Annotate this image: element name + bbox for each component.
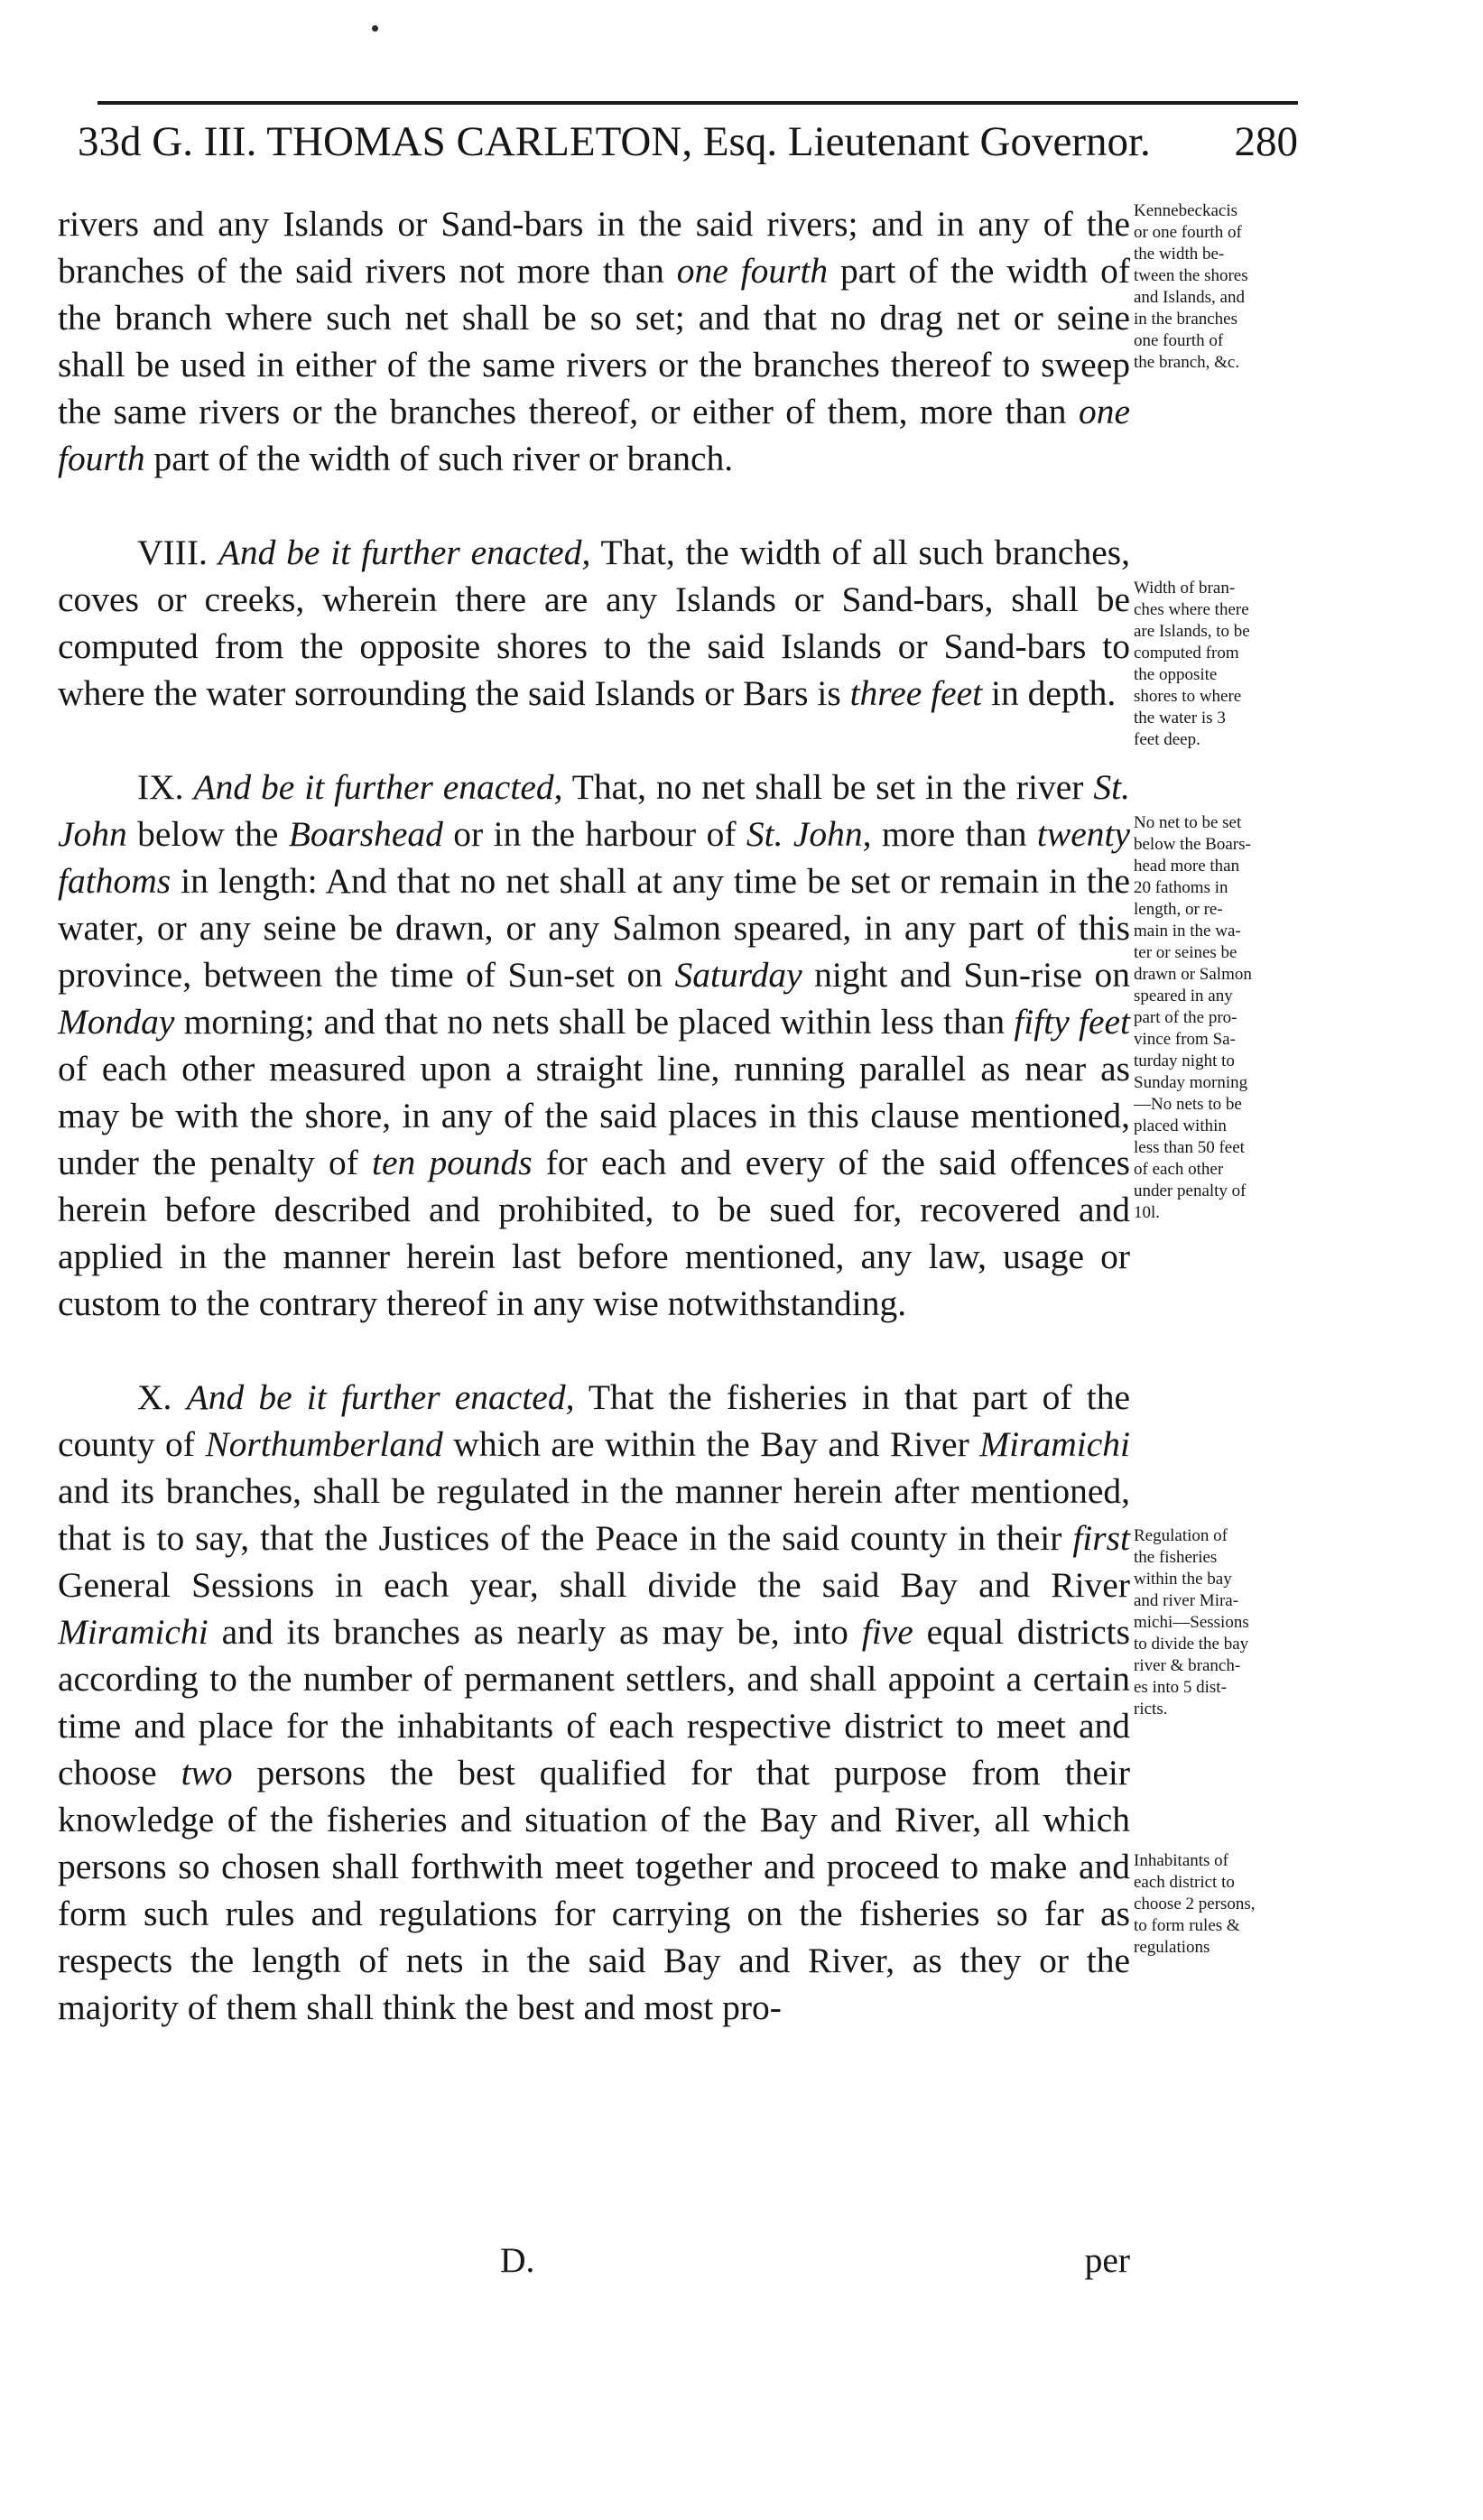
text-run: or in the harbour of [442,814,746,854]
marginal-note-line: ter or seines be [1134,943,1237,962]
marginal-note-line: 10l. [1134,1203,1161,1222]
marginal-note-line: under penalty of [1134,1181,1247,1200]
marginal-note-line: Width of bran- [1134,579,1236,598]
marginal-note-line: ricts. [1134,1700,1168,1719]
marginal-note-line: main in the wa- [1134,922,1241,940]
text-run: rivers and any Islands or Sand-bars in the said rivers; and in any of the branches of the said rivers not more than [58,204,1130,291]
text-run: below the [126,814,289,854]
marginal-note-line: tween the shores [1134,266,1248,285]
italic-run: And be it further enacted, [218,533,591,572]
marginal-note-line: computed from [1134,644,1239,662]
italic-run: three feet [849,673,983,713]
marginal-note-line: michi—Sessions [1134,1613,1249,1632]
italic-run: fifty feet [1014,1002,1130,1042]
marginal-note-line: in the branches [1134,310,1238,329]
marginal-note-line: are Islands, to be [1134,622,1250,641]
marginal-note-line: one fourth of [1134,331,1224,350]
italic-run: Boarshead [288,814,443,854]
marginal-note-line: Sunday morning [1134,1073,1248,1092]
marginal-note-line: or one fourth of [1134,223,1242,242]
catchword: per [1084,2240,1130,2280]
page-number: 280 [1234,118,1298,165]
italic-run: Miramichi [979,1424,1130,1464]
signature-mark: D. [500,2240,535,2280]
paragraph-continuation [58,200,1130,482]
catchline [58,2233,1130,2287]
marginal-note-line: turday night to [1134,1052,1235,1070]
text-run: and its branches as nearly as may be, into [208,1612,862,1652]
text-run: part of the width of such river or branch. [144,439,734,478]
italic-run: Monday [58,1002,175,1042]
marginal-note-line: Kennebeckacis [1134,201,1237,220]
text-run: in length: And that no net shall at any time be set or remain in the water, or any seine be drawn, or any Salmon speared, in any part of this province, between the time of Sun-set on [58,861,1130,995]
marginal-note-kennebeckacis [1134,200,1305,374]
text-run: which are within the Bay and River [442,1424,980,1464]
text-run: IX. [137,767,194,807]
marginal-note-line: river & branch- [1134,1656,1241,1675]
marginal-note-line: part of the pro- [1134,1008,1237,1027]
text-run: for each and every of the said offences herein before described and prohibited, to be sued for, recovered and applied in the manner herein last before mentioned, any law, usage or custom to the contrary thereof in any wise notwithstanding. [58,1143,1130,1323]
italic-run: Saturday [674,955,802,995]
marginal-note-line: the width be- [1134,245,1225,264]
marginal-note-line: less than 50 feet [1134,1138,1245,1157]
main-text [58,200,1130,2031]
marginal-note-inhabitants [1134,1850,1305,1959]
text-run: morning; and that no nets shall be placed within less than [174,1002,1015,1042]
italic-run: And be it further enacted, [193,767,563,807]
marginal-note-line: regulations [1134,1938,1210,1957]
marginal-note-line: each district to [1134,1873,1235,1892]
marginal-note-line: speared in any [1134,987,1233,1005]
marginal-note-line: feet deep. [1134,730,1200,749]
marginal-note-line: and river Mira- [1134,1591,1239,1610]
marginal-note-line: es into 5 dist- [1134,1678,1227,1697]
italic-run: Miramichi [58,1612,209,1652]
section-ix [58,764,1130,1327]
ink-speck [372,25,378,32]
header-title: 33d G. III. THOMAS CARLETON, Esq. Lieutenant Governor. [78,118,1151,165]
marginal-note-line: of each other [1134,1160,1224,1179]
marginal-note-nets-st-john [1134,812,1305,1224]
text-run: That, no net shall be set in the river [562,767,1094,807]
marginal-note-line: ches where there [1134,600,1249,619]
marginal-note-line: below the Boars- [1134,835,1251,854]
italic-run: first [1072,1518,1130,1558]
marginal-note-line: Inhabitants of [1134,1851,1229,1870]
marginal-note-line: Regulation of [1134,1526,1228,1545]
marginal-note-line: head more than [1134,857,1240,876]
marginal-note-line: —No nets to be [1134,1095,1242,1114]
marginal-note-line: shores to where [1134,687,1242,706]
marginal-note-line: drawn or Salmon [1134,965,1252,984]
marginal-note-line: the opposite [1134,665,1218,684]
marginal-note-line: placed within [1134,1116,1227,1135]
marginal-note-line: within the bay [1134,1570,1232,1589]
marginal-note-line: length, or re- [1134,900,1223,919]
text-run: X. [137,1377,187,1417]
marginal-note-line: the water is 3 [1134,709,1226,727]
text-run: That the fisheries in that part of the county of [58,1377,1130,1464]
italic-run: Northumberland [205,1424,443,1464]
text-run: equal districts according to the number of permanent settlers, and shall appoint a certain time and place for the inhabitants of each respective district to meet and choose [58,1612,1130,1793]
italic-run: one fourth [676,251,829,291]
italic-run: one fourth [58,392,1130,478]
marginal-note-width-of-branches [1134,578,1305,751]
text-run: in depth. [982,673,1117,713]
text-run: more than [871,814,1037,854]
text-run: part of the width of the branch where such net shall be so set; and that no drag net or seine shall be used in either of the same rivers or the branches thereof to sweep the same rivers or the branches thereof, or either of them, more than [58,251,1130,431]
text-run: night and Sun-rise on [802,955,1130,995]
text-run: and its branches, shall be regulated in the manner herein after mentioned, that is to say, that the Justices of the Peace in the said county in their [58,1471,1130,1558]
marginal-note-line: 20 fathoms in [1134,878,1228,897]
italic-run: five [861,1612,913,1652]
italic-run: ten pounds [372,1143,533,1182]
text-run: of each other measured upon a straight line, running parallel as near as may be with the shore, in any of the said places in this clause mentioned, under the penalty of [58,1049,1130,1182]
running-header [78,110,1298,173]
text-run: That, the width of all such branches, coves or creeks, wherein there are any Islands or Sand-bars, shall be computed from the opposite shores to the said Islands or Sand-bars to where the water sorrounding the said Islands or Bars is [58,533,1130,713]
section-x [58,1374,1130,2031]
italic-run: two [181,1753,233,1793]
marginal-note-line: choose 2 persons, [1134,1895,1256,1913]
marginal-note-line: to divide the bay [1134,1635,1249,1654]
marginal-note-line: the branch, &c. [1134,353,1240,372]
italic-run: St. John [58,767,1130,854]
text-run: General Sessions in each year, shall divide the said Bay and River [58,1565,1130,1605]
marginal-note-line: No net to be set [1134,813,1242,832]
text-run: VIII. [137,533,218,572]
section-viii [58,529,1130,717]
header-rule [97,101,1298,105]
marginal-note-line: to form rules & [1134,1916,1240,1935]
italic-run: St. John, [746,814,872,854]
italic-run: And be it further enacted, [186,1377,575,1417]
marginal-note-line: and Islands, and [1134,288,1245,307]
marginal-note-line: vince from Sa- [1134,1030,1236,1049]
marginal-note-miramichi-regulation [1134,1525,1305,1720]
marginal-note-line: the fisheries [1134,1548,1218,1567]
text-run: persons the best qualified for that purpose from their knowledge of the fisheries and situation of the Bay and River, all which persons so chosen shall forthwith meet together and proceed to make and form such rules and regulations for carrying on the fisheries so far as respects the length of nets in the said Bay and River, as they or the majority of them shall think the best and most pro- [58,1753,1130,2027]
italic-run: twenty fathoms [58,814,1130,901]
